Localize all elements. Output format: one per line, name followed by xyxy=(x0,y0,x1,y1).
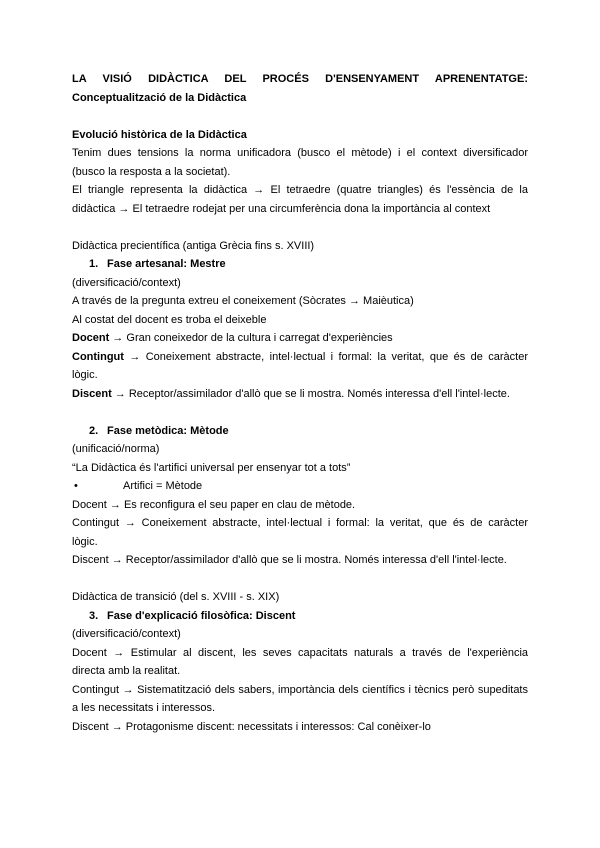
phase-2-contingut-cont: lògic. xyxy=(72,535,98,548)
paragraph-tensions-2: (busco la resposta a la societat). xyxy=(72,165,231,178)
phase-2-bullet-item xyxy=(72,477,528,496)
phase-3-contingut-cont: a les necessitats i interessos. xyxy=(72,702,216,714)
phase-2-quote: “La Didàctica és l'artifici universal per ensenyar tot a tots” xyxy=(72,461,351,474)
bullet-icon: • xyxy=(74,480,78,492)
phase-1-contingut xyxy=(72,348,528,367)
phase-1-docent-label: Docent xyxy=(72,332,110,344)
phase-1-discent-label: Discent xyxy=(72,387,112,400)
phase-3-discent: Discent → Protagonisme discent: necessitats i interessos: Cal conèixer-lo xyxy=(72,720,431,733)
phase-3-title: Fase d'explicació filosòfica: Discent xyxy=(107,609,296,622)
phase-2-contingut: Contingut → Coneixement abstracte, intel·lectual i formal: la veritat, que és de caràcter xyxy=(72,517,528,529)
phase-1-number: 1. xyxy=(89,258,99,270)
phase-3-tag: (diversificació/context) xyxy=(72,628,181,640)
phase-1-docent-text: → Gran coneixedor de la cultura i carregat d'experiències xyxy=(109,332,393,344)
paragraph-tensions-1: Tenim dues tensions la norma unificadora (busco el mètode) i el context diversificador xyxy=(72,147,528,159)
phase-1-tag: (diversificació/context) xyxy=(72,276,181,289)
phase-1-title: Fase artesanal: Mestre xyxy=(107,258,226,270)
phase-3-number: 3. xyxy=(89,609,99,622)
paragraph-triangle-1: El triangle representa la didàctica → El tetraedre (quatre triangles) és l'essència de la xyxy=(72,184,528,196)
phase-1-discent xyxy=(72,385,528,404)
phase-1-line1: A través de la pregunta extreu el coneixement (Sòcrates → Maièutica) xyxy=(72,295,414,307)
phase-2-tag: (unificació/norma) xyxy=(72,443,160,455)
phase-2-bullet-text: Artifici = Mètode xyxy=(123,480,203,492)
precientifica-intro: Didàctica precientífica (antiga Grècia fins s. XVIII) xyxy=(72,239,315,252)
phase-3-contingut: Contingut → Sistematització dels sabers, importància dels científics i tècnics però supeditats xyxy=(72,683,528,696)
phase-3-docent: Docent → Estimular al discent, les seves capacitats naturals a través de l'experiència xyxy=(72,646,528,659)
phase-2-discent: Discent → Receptor/assimilador d'allò que se li mostra. Només interessa d'ell l'intel·lecte. xyxy=(72,554,507,566)
document-page xyxy=(72,70,528,736)
phase-1-contingut-text: → Coneixement abstracte, intel·lectual i formal: la veritat, que és de caràcter xyxy=(123,350,528,363)
phase-1-discent-text: → Receptor/assimilador d'allò que se li mostra. Només interessa d'ell l'intel·lecte. xyxy=(111,387,510,400)
phase-2-number: 2. xyxy=(89,424,99,437)
phase-1-docent xyxy=(72,329,528,348)
section-heading-evolucio: Evolució històrica de la Didàctica xyxy=(72,128,247,141)
phase-3-heading xyxy=(72,607,528,626)
phase-2-heading xyxy=(72,422,528,441)
phase-1-heading xyxy=(72,255,528,274)
phase-3-docent-cont: directa amb la realitat. xyxy=(72,665,181,677)
phase-1-contingut-label: Contingut xyxy=(72,350,124,363)
phase-1-contingut-cont: lògic. xyxy=(72,369,98,381)
phase-2-docent: Docent → Es reconfigura el seu paper en clau de mètode. xyxy=(72,498,356,511)
doc-title-line2: Conceptualització de la Didàctica xyxy=(72,91,247,104)
transicio-intro: Didàctica de transició (del s. XVIII - s. XIX) xyxy=(72,591,280,603)
doc-title-line1: LA VISIÓ DIDÀCTICA DEL PROCÉS D'ENSENYAMENT APRENENTATGE: xyxy=(72,73,528,85)
phase-2-title: Fase metòdica: Mètode xyxy=(107,424,229,437)
paragraph-triangle-2: didàctica → El tetraedre rodejat per una circumferència dona la importància al context xyxy=(72,202,491,215)
phase-1-line2: Al costat del docent es troba el deixeble xyxy=(72,313,267,326)
